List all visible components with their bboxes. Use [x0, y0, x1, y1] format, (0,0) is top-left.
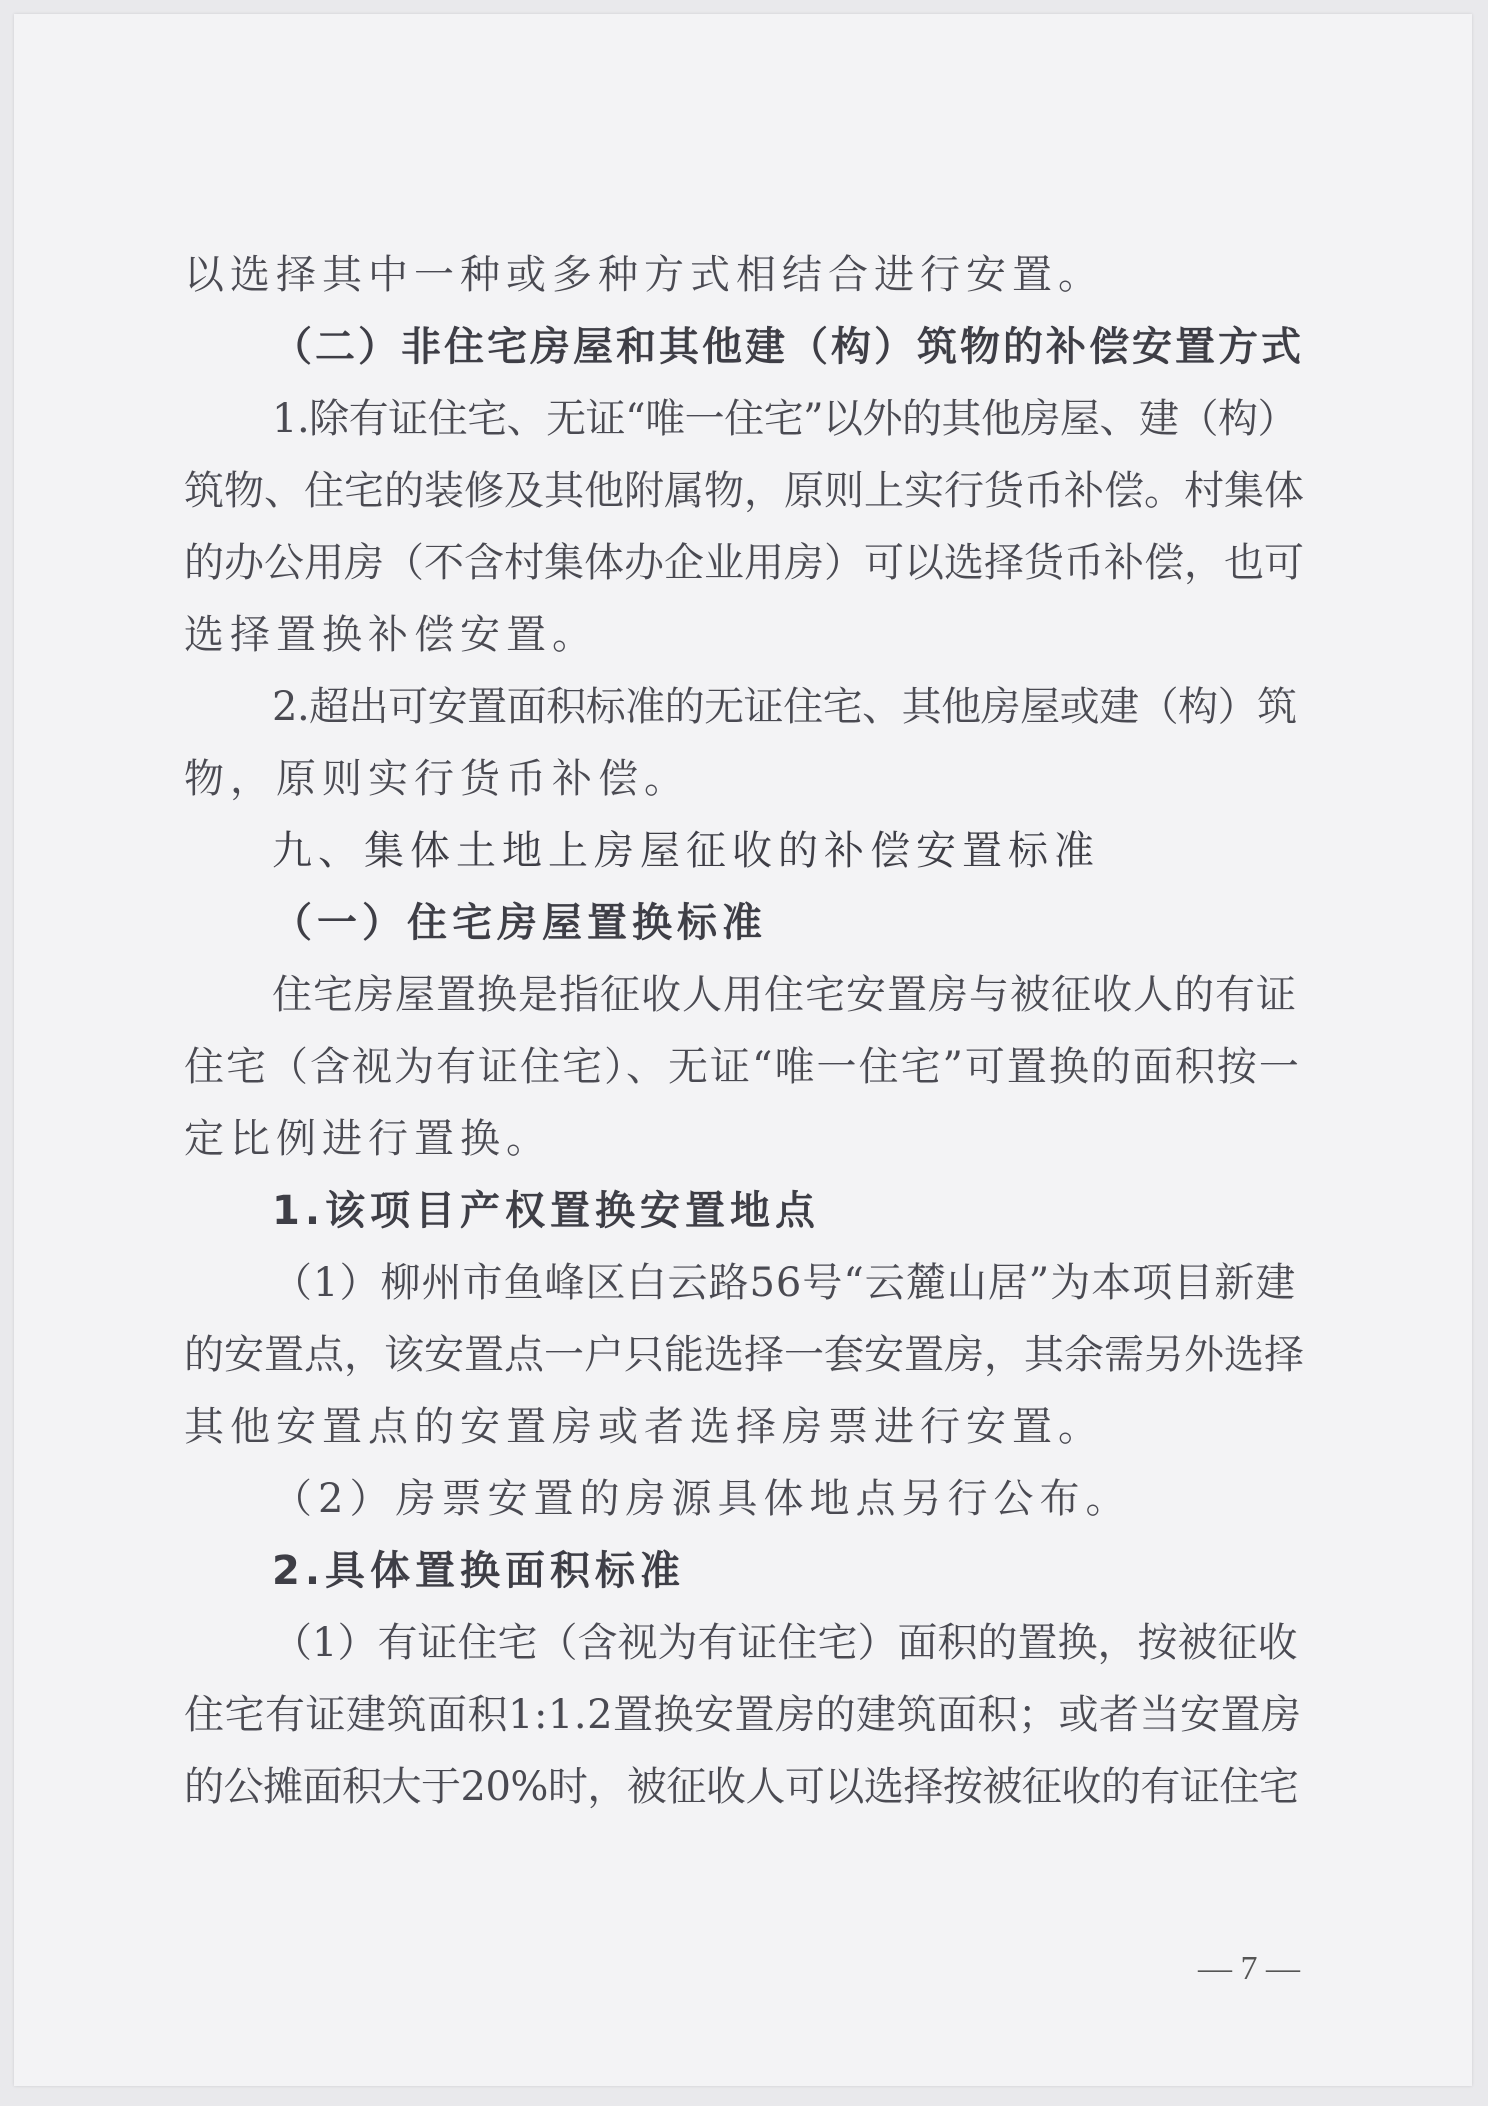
paragraph-text: 的安置点，该安置点一户只能选择一套安置房，其余需另外选择	[184, 1332, 1304, 1378]
subheading-1: （一）住宅房屋置换标准	[272, 900, 767, 946]
paragraph-text: 其他安置点的安置房或者选择房票进行安置。	[184, 1404, 1104, 1450]
paragraph-text: 筑物、住宅的装修及其他附属物，原则上实行货币补偿。村集体	[184, 468, 1304, 514]
subheading-line	[14, 1179, 1472, 1243]
text-line	[14, 531, 1472, 595]
subheading-2: （二）非住宅房屋和其他建（构）筑物的补偿安置方式	[272, 324, 1304, 370]
text-line	[14, 675, 1472, 739]
paragraph-text: 物，原则实行货币补偿。	[184, 756, 690, 802]
text-line	[14, 1395, 1472, 1459]
text-line	[14, 1107, 1472, 1171]
text-line	[14, 603, 1472, 667]
text-line	[14, 747, 1472, 811]
paragraph-text: 1.除有证住宅、无证“唯一住宅”以外的其他房屋、建（构）	[272, 396, 1298, 442]
document-page	[14, 14, 1472, 2086]
text-line	[14, 1683, 1472, 1747]
paragraph-text: 住宅（含视为有证住宅）、无证“唯一住宅”可置换的面积按一	[184, 1044, 1301, 1090]
paragraph-text: 以选择其中一种或多种方式相结合进行安置。	[184, 252, 1104, 298]
text-line	[14, 387, 1472, 451]
paragraph-text: 定比例进行置换。	[184, 1116, 552, 1162]
text-line	[14, 459, 1472, 523]
paragraph-text: （1）有证住宅（含视为有证住宅）面积的置换，按被征收	[272, 1620, 1298, 1666]
text-line	[14, 1035, 1472, 1099]
text-line	[14, 1611, 1472, 1675]
text-line	[14, 1251, 1472, 1315]
text-line	[14, 243, 1472, 307]
paragraph-text: （1）柳州市鱼峰区白云路56号“云麓山居”为本项目新建	[272, 1260, 1297, 1306]
heading-line	[14, 819, 1472, 883]
item-heading-2: 2.具体置换面积标准	[272, 1548, 686, 1594]
paragraph-text: 的公摊面积大于20%时，被征收人可以选择按被征收的有证住宅	[184, 1764, 1299, 1810]
page-number: — 7 —	[1198, 1950, 1300, 1987]
section-heading-9: 九、集体土地上房屋征收的补偿安置标准	[272, 828, 1100, 874]
paragraph-text: 住宅房屋置换是指征收人用住宅安置房与被征收人的有证	[272, 972, 1297, 1018]
paragraph-text: 住宅有证建筑面积1:1.2置换安置房的建筑面积；或者当安置房	[184, 1692, 1302, 1738]
text-line	[14, 1467, 1472, 1531]
paragraph-text: 2.超出可安置面积标准的无证住宅、其他房屋或建（构）筑	[272, 684, 1297, 730]
text-line	[14, 963, 1472, 1027]
item-heading-1: 1.该项目产权置换安置地点	[272, 1188, 821, 1234]
paragraph-text: 选择置换补偿安置。	[184, 612, 598, 658]
paragraph-text: 的办公用房（不含村集体办企业用房）可以选择货币补偿，也可	[184, 540, 1304, 586]
subheading-line	[14, 891, 1472, 955]
text-line	[14, 1755, 1472, 1819]
paragraph-text: （2）房票安置的房源具体地点另行公布。	[272, 1476, 1132, 1522]
subheading-line	[14, 1539, 1472, 1603]
text-line	[14, 1323, 1472, 1387]
subheading-line	[14, 315, 1472, 379]
